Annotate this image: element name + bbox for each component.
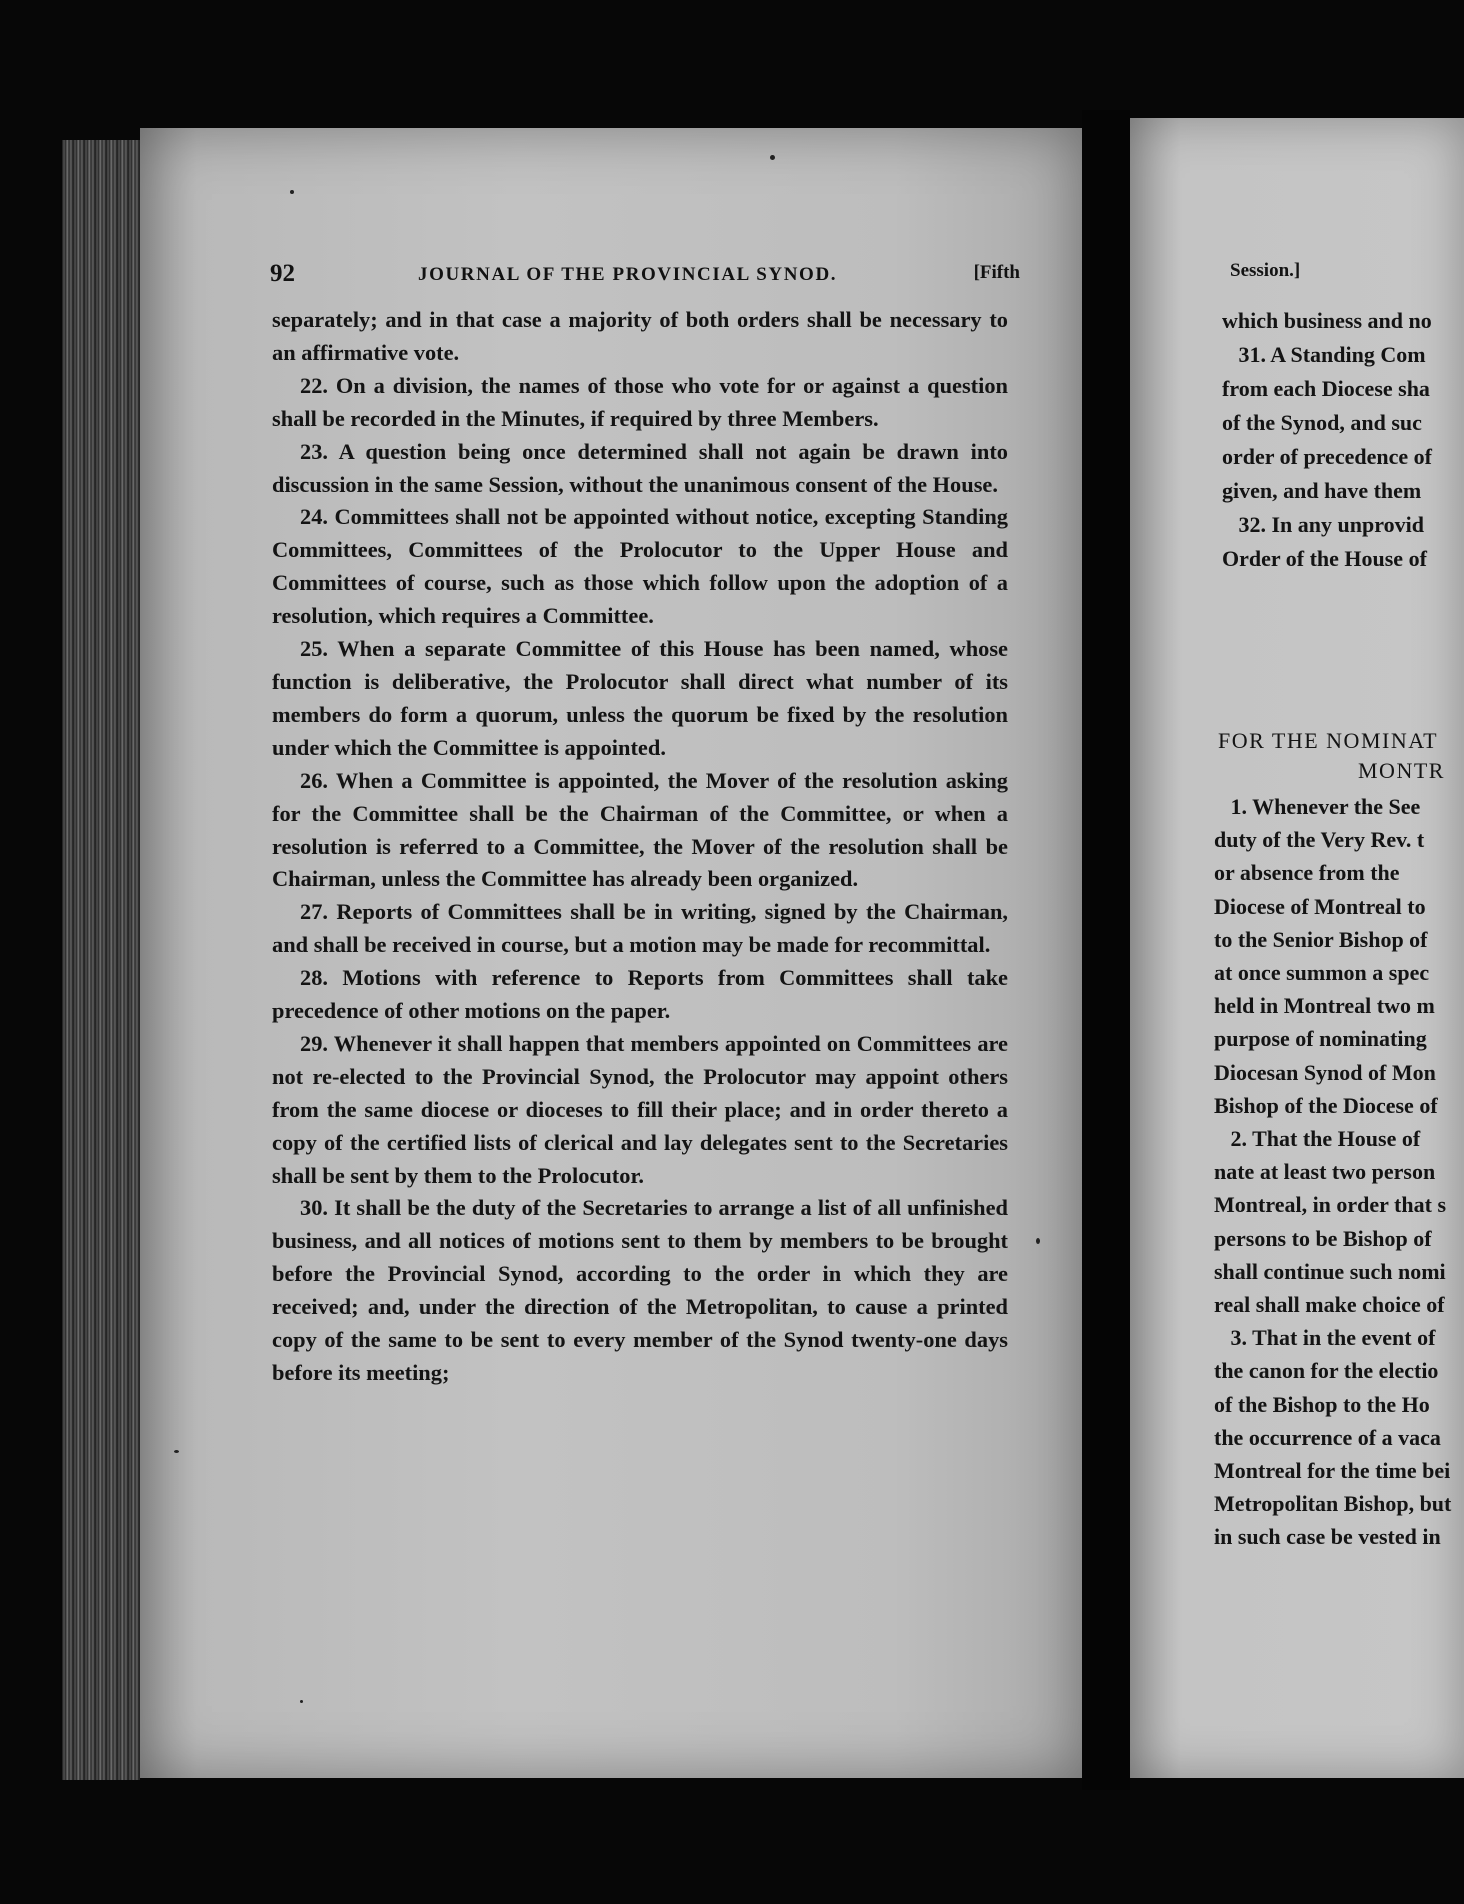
- right-page-line: the occurrence of a vaca: [1214, 1424, 1441, 1450]
- paragraph-23: 23. A question being once determined shall not again be drawn into discussion in the same Session, without the unanimous consent of the House.: [272, 438, 1008, 497]
- scan-speck: [290, 190, 294, 194]
- right-page-line: 2. That the House of: [1214, 1126, 1421, 1152]
- right-page-line: Diocesan Synod of Mon: [1214, 1059, 1436, 1085]
- scan-speck: [174, 1450, 179, 1453]
- right-page-line: which business and no: [1222, 308, 1432, 333]
- paragraph-29: 29. Whenever it shall happen that members appointed on Committees are not re-elected to the Provincial Synod, the Prolocutor may appoint others from the same diocese or dioceses to fill their place; and in order thereto a copy of the certified lists of clerical and lay delegates sent to the Secretaries shall be sent by them to the Prolocutor.: [272, 1030, 1008, 1188]
- right-page-line: 32. In any unprovid: [1222, 512, 1424, 537]
- right-page-line: nate at least two person: [1214, 1159, 1436, 1185]
- book-spine-edge: [62, 140, 140, 1780]
- paragraph-30: 30. It shall be the duty of the Secretaries to arrange a list of all unfinished business, and all notices of motions sent to them by members to be brought before the Provincial Synod, according to the order in which they are received; and, under the direction of the Metropolitan, to cause a printed copy of the same to be sent to every member of the Synod twenty-one days before its meeting;: [272, 1195, 1008, 1385]
- paragraph-continuation: separately; and in that case a majority of both orders shall be necessary to an affirmative vote.: [272, 307, 1008, 365]
- right-page-line: order of precedence of: [1222, 444, 1432, 469]
- right-page-top-text: [1222, 304, 1432, 576]
- paragraph-26: 26. When a Committee is appointed, the Mover of the resolution asking for the Committee shall be the Chairman of the Committee, or when a resolution is referred to a Committee, the Mover of the resolution shall be Chairman, unless the Committee has already been organized.: [272, 767, 1008, 892]
- section-heading-line: MONTR: [1218, 758, 1445, 783]
- right-page-line: of the Synod, and suc: [1222, 410, 1422, 435]
- right-page-line: Bishop of the Diocese of: [1214, 1092, 1438, 1118]
- right-page-line: Montreal, in order that s: [1214, 1192, 1446, 1218]
- right-page-line: Order of the House of: [1222, 546, 1427, 571]
- scan-speck: [770, 155, 775, 160]
- right-page-running-head: Session.]: [1230, 260, 1301, 281]
- page-number: 92: [270, 260, 295, 287]
- right-page-line: of the Bishop to the Ho: [1214, 1391, 1430, 1417]
- scan-speck: [300, 1700, 303, 1703]
- scan-speck: [1036, 1238, 1040, 1244]
- right-page-line: in such case be vested in: [1214, 1524, 1441, 1550]
- right-page-line: Metropolitan Bishop, but: [1214, 1491, 1452, 1517]
- right-page-line: at once summon a spec: [1214, 960, 1430, 986]
- right-page-line: held in Montreal two m: [1214, 993, 1435, 1019]
- right-page-line: given, and have them: [1222, 478, 1422, 503]
- right-page-line: shall continue such nomi: [1214, 1258, 1446, 1284]
- right-page-bottom-text: [1214, 790, 1451, 1554]
- right-page-line: 3. That in the event of: [1214, 1325, 1436, 1351]
- right-page-line: the canon for the electio: [1214, 1358, 1439, 1384]
- right-page-line: 31. A Standing Com: [1222, 342, 1426, 367]
- running-head: [270, 260, 1020, 290]
- right-page-line: Diocese of Montreal to: [1214, 893, 1426, 919]
- paragraph-27: 27. Reports of Committees shall be in writing, signed by the Chairman, and shall be received in course, but a motion may be made for recommittal.: [272, 899, 1008, 958]
- right-page-line: duty of the Very Rev. t: [1214, 827, 1425, 853]
- paragraph-28: 28. Motions with reference to Reports from Committees shall take precedence of other motions on the paper.: [272, 965, 1008, 1024]
- paragraph-22: 22. On a division, the names of those who vote for or against a question shall be recorded in the Minutes, if required by three Members.: [272, 372, 1008, 431]
- right-page-line: from each Diocese sha: [1222, 376, 1430, 401]
- right-page-line: purpose of nominating: [1214, 1026, 1427, 1052]
- right-page-section-heading: [1218, 726, 1445, 786]
- running-head-session: [Fifth: [973, 262, 1020, 283]
- right-page-line: 1. Whenever the See: [1214, 794, 1421, 819]
- right-page-line: persons to be Bishop of: [1214, 1225, 1432, 1251]
- right-page-line: to the Senior Bishop of: [1214, 926, 1428, 952]
- right-page: [1130, 118, 1464, 1778]
- body-text: [272, 304, 1008, 1390]
- page-gutter: [1082, 110, 1130, 1790]
- paragraph-24: 24. Committees shall not be appointed without notice, excepting Standing Committees, Committees of the Prolocutor to the Upper House and Committees of course, such as those which follow upon the adoption of a resolution, which requires a Committee.: [272, 504, 1008, 629]
- right-page-line: real shall make choice of: [1214, 1292, 1445, 1318]
- section-heading-line: FOR THE NOMINAT: [1218, 728, 1439, 753]
- right-page-line: or absence from the: [1214, 860, 1400, 886]
- paragraph-25: 25. When a separate Committee of this House has been named, whose function is deliberative, the Prolocutor shall direct what number of its members do form a quorum, unless the quorum be fixed by the resolution under which the Committee is appointed.: [272, 636, 1008, 760]
- running-head-title: JOURNAL OF THE PROVINCIAL SYNOD.: [418, 264, 838, 285]
- right-page-line: Montreal for the time bei: [1214, 1458, 1451, 1484]
